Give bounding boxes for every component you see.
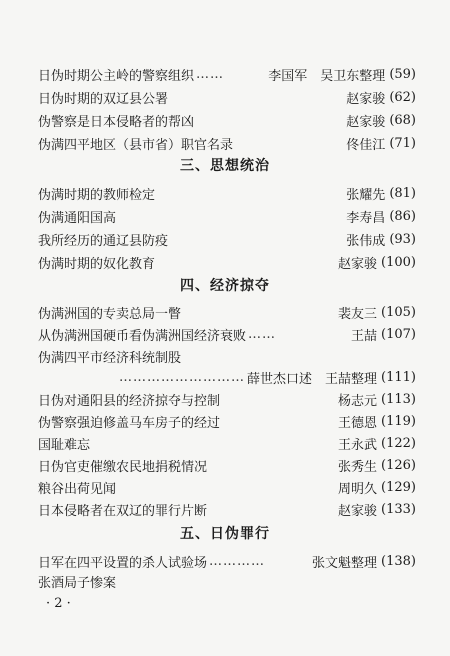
toc-entry[interactable] [38,132,416,154]
entry-title: 伪满洲国的专卖总局一瞥 [38,306,182,322]
toc-entry[interactable] [38,251,416,273]
entry-title: 从伪满洲国硬币看伪满洲国经济衰败 [38,328,247,344]
entry-title: 伪警察强迫修盖马车房子的经过 [38,415,221,431]
entry-page: (107) [381,326,416,342]
entry-author: 佟佳江 [346,137,386,153]
toc-entry[interactable] [38,476,416,498]
toc-entry[interactable] [38,432,416,454]
entry-title: 日伪官吏催缴农民地捐税情况 [38,459,208,475]
entry-title: 伪满四平市经济科统制股 [38,350,182,366]
entry-author: 王永武 [338,437,378,453]
entry-author: 李国军 吴卫东整理 [268,68,386,84]
toc-entry[interactable] [38,301,416,323]
section-heading: 三、思想统治 [180,158,270,174]
entry-author: 张伟成 [346,233,386,249]
entry-page: (81) [389,185,416,201]
section-heading: 五、日伪罪行 [180,526,270,542]
entry-title: 日伪时期的双辽县公署 [38,91,169,107]
entry-author: 张秀生 [338,459,378,475]
entry-page: (126) [381,457,416,473]
entry-title: 日伪时期公主岭的警察组织 [38,68,195,84]
entry-author: 赵家骏 [338,256,378,272]
entry-author: 赵家骏 [346,91,386,107]
toc-entry[interactable] [38,86,416,108]
leader-dots: ………… [209,553,266,569]
entry-author: 杨志元 [338,393,378,409]
toc-entry-continuation[interactable] [38,366,416,388]
entry-page: (119) [381,413,416,429]
leader-dots: …… [196,66,225,82]
section-heading: 四、经济掠夺 [180,278,270,294]
entry-author: 周明久 [338,481,378,497]
entry-page: (105) [381,304,416,320]
toc-entry[interactable] [38,345,416,367]
toc-entry[interactable] [38,228,416,250]
toc-entry[interactable] [38,454,416,476]
entry-author: 裴友三 [338,306,378,322]
toc-entry[interactable] [38,63,416,85]
entry-author: 赵家骏 [346,114,386,130]
entry-author: 李寿昌 [346,210,386,226]
entry-title: 我所经历的通辽县防疫 [38,233,169,249]
toc-entry[interactable] [38,205,416,227]
entry-page: (113) [381,391,416,407]
page-number: · 2 · [46,596,71,611]
entry-page: (71) [389,135,416,151]
entry-page: (138) [381,553,416,569]
entry-page: (122) [381,435,416,451]
leader-dots: …… [248,326,277,342]
entry-title: 日军在四平设置的杀人试验场 [38,555,208,571]
toc-entry[interactable] [38,550,416,572]
entry-author: 薛世杰口述 王喆整理 [247,371,378,387]
toc-entry[interactable] [38,570,416,592]
toc-entry[interactable] [38,498,416,520]
entry-page: (111) [381,369,416,385]
toc-entry[interactable] [38,388,416,410]
entry-page: (86) [389,208,416,224]
entry-page: (68) [389,112,416,128]
entry-page: (100) [381,254,416,270]
entry-title: 粮谷出荷见闻 [38,481,117,497]
entry-title: 伪满时期的奴化教育 [38,256,156,272]
entry-page: (59) [389,66,416,82]
entry-page: (93) [389,231,416,247]
toc-entry[interactable] [38,410,416,432]
entry-page: (133) [381,501,416,517]
toc-entry[interactable] [38,109,416,131]
entry-page: (62) [389,89,416,105]
toc-entry[interactable] [38,182,416,204]
entry-author: 张耀先 [346,187,386,203]
entry-author: 王德恩 [338,415,378,431]
entry-author: 王喆 [351,328,378,344]
entry-title: 国耻难忘 [38,437,91,453]
entry-title: 日本侵略者在双辽的罪行片断 [38,503,208,519]
entry-title: 日伪对通阳县的经济掠夺与控制 [38,393,221,409]
entry-page: (129) [381,479,416,495]
entry-author: 张文魁整理 [312,555,378,571]
entry-title: 伪满四平地区（县市省）职官名录 [38,137,234,153]
entry-author: 赵家骏 [338,503,378,519]
entry-title: 张酒局子惨案 [38,575,117,591]
entry-title: 伪满通阳国高 [38,210,117,226]
toc-entry[interactable] [38,323,416,345]
leader-dots: ……………………… [119,369,246,385]
entry-title: 伪警察是日本侵略者的帮凶 [38,114,195,130]
entry-title: 伪满时期的教师检定 [38,187,156,203]
